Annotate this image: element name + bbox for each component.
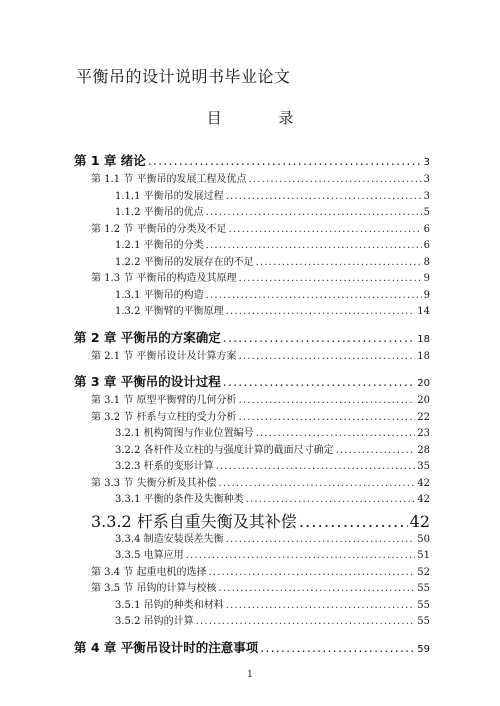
toc-section-entry[interactable] xyxy=(74,349,430,366)
toc-entry-title: 3.3.5 电算应用 xyxy=(115,550,184,561)
toc-subsection-entry[interactable] xyxy=(74,459,430,476)
toc-entry-title: 第 4 章 平衡吊设计时的注意事项 xyxy=(74,639,259,655)
toc-entry-page: 9 xyxy=(423,289,430,301)
toc-dot-leader xyxy=(206,288,422,305)
toc-subsection-entry[interactable] xyxy=(74,288,430,305)
toc-subsection-entry[interactable] xyxy=(74,255,430,272)
toc-entry-page: 3 xyxy=(423,174,430,185)
toc-dot-leader xyxy=(226,532,416,549)
toc-entry-page: 14 xyxy=(417,306,430,317)
toc-entry-page: 28 xyxy=(417,444,430,456)
toc-subsection-entry[interactable] xyxy=(74,614,430,631)
toc-entry-page: 59 xyxy=(417,643,430,655)
toc-entry-page: 55 xyxy=(417,599,430,611)
toc-dot-leader xyxy=(208,565,415,582)
toc-entry-page: 3 xyxy=(423,190,430,202)
toc-subsection-entry[interactable] xyxy=(74,443,430,460)
toc-dot-leader xyxy=(256,255,422,272)
toc-section-entry[interactable] xyxy=(74,476,430,493)
toc-entry-page: 18 xyxy=(417,350,430,362)
toc-entry-page: 9 xyxy=(423,273,430,284)
toc-entry-title: 第 2.1 节 平衡吊设计及计算方案 xyxy=(91,350,237,362)
toc-entry-page: 3 xyxy=(423,157,430,168)
toc-dot-leader xyxy=(228,222,421,239)
toc-subsection-entry[interactable] xyxy=(74,205,430,222)
toc-entry-page: 55 xyxy=(417,583,430,594)
toc-section-entry[interactable] xyxy=(74,565,430,582)
toc-dot-leader xyxy=(238,410,415,427)
toc-section-entry[interactable] xyxy=(74,410,430,427)
toc-entry-title: 3.3.4 制造安装误差失衡 xyxy=(115,533,224,545)
toc-dot-leader xyxy=(260,637,415,659)
toc-chapter-entry[interactable] xyxy=(74,150,430,172)
toc-entry-title: 1.3.2 平衡臂的平衡原理 xyxy=(115,306,224,317)
toc-dot-leader xyxy=(226,598,416,615)
toc-dot-leader xyxy=(196,614,416,631)
toc-entry-title: 1.3.1 平衡吊的构造 xyxy=(115,289,204,301)
toc-subsection-entry[interactable] xyxy=(74,532,430,549)
toc-entry-title: 第 2 章 平衡吊的方案确定 xyxy=(74,329,221,345)
toc-entry-title: 第 1.2 节 平衡吊的分类及不足 xyxy=(91,223,227,235)
toc-entry-title: 1.1.2 平衡吊的优点 xyxy=(115,207,204,218)
toc-entry-page: 50 xyxy=(417,533,430,545)
toc-entry-title: 3.5.1 吊钩的种类和材料 xyxy=(115,599,224,611)
toc-dot-leader xyxy=(223,371,416,393)
toc-entry-page: 6 xyxy=(423,240,430,251)
toc-dot-leader xyxy=(216,459,416,476)
toc-entry-page: 23 xyxy=(417,428,430,439)
toc-entry-title: 第 3.2 节 杆系与立柱的受力分析 xyxy=(91,411,237,423)
toc-dot-leader xyxy=(336,443,416,460)
toc-section-entry[interactable] xyxy=(74,509,430,532)
toc-dot-leader xyxy=(206,205,422,222)
toc-subsection-entry[interactable] xyxy=(74,238,430,255)
toc-dot-leader xyxy=(206,238,422,255)
toc-entry-title: 第 3 章 平衡吊的设计过程 xyxy=(74,374,221,389)
toc-entry-title: 3.2.3 杆系的变形计算 xyxy=(115,461,214,472)
toc-chapter-entry[interactable] xyxy=(74,327,430,349)
toc-chapter-entry[interactable] xyxy=(74,371,430,393)
toc-subsection-entry[interactable] xyxy=(74,492,430,509)
toc-entry-title: 3.5.2 吊钩的计算 xyxy=(115,616,194,627)
toc-subsection-entry[interactable] xyxy=(74,426,430,443)
toc-entry-page: 8 xyxy=(423,256,430,268)
toc-entry-title: 3.3.2 杆系自重失衡及其补偿 xyxy=(91,511,297,531)
toc-section-entry[interactable] xyxy=(74,581,430,598)
toc-entry-page: 51 xyxy=(417,550,430,561)
toc-section-entry[interactable] xyxy=(74,172,430,189)
toc-dot-leader xyxy=(218,581,415,598)
toc-dot-leader xyxy=(256,426,416,443)
toc-section-entry[interactable] xyxy=(74,222,430,239)
toc-entry-page: 42 xyxy=(417,477,430,489)
toc-dot-leader xyxy=(226,304,416,321)
toc-entry-page: 55 xyxy=(417,616,430,627)
toc-entry-page: 18 xyxy=(417,333,430,345)
toc-subsection-entry[interactable] xyxy=(74,304,430,321)
toc-dot-leader xyxy=(218,476,415,493)
toc-section-entry[interactable] xyxy=(74,271,430,288)
toc-entry-page: 22 xyxy=(417,411,430,423)
page-number: 1 xyxy=(247,670,253,680)
toc-entry-page: 52 xyxy=(417,566,430,578)
toc-entry-page: 6 xyxy=(423,223,430,235)
toc-section-entry[interactable] xyxy=(74,393,430,410)
toc-heading: 目 录 xyxy=(206,109,320,127)
toc-subsection-entry[interactable] xyxy=(74,548,430,565)
document-title: 平衡吊的设计说明书毕业论文 xyxy=(76,67,291,86)
toc-entry-page: 20 xyxy=(417,378,430,389)
toc-entry-page: 42 xyxy=(409,511,430,531)
toc-entry-title: 第 1.1 节 平衡吊的发展工程及优点 xyxy=(91,174,247,185)
toc-dot-leader xyxy=(246,492,416,509)
toc-entry-title: 第 3.1 节 原型平衡臂的几何分析 xyxy=(91,395,237,406)
toc-dot-leader xyxy=(223,327,416,349)
toc-subsection-entry[interactable] xyxy=(74,189,430,206)
toc-subsection-entry[interactable] xyxy=(74,598,430,615)
toc-entry-title: 第 1 章 绪论 xyxy=(74,153,146,168)
toc-dot-leader xyxy=(238,349,415,366)
table-of-contents xyxy=(74,150,430,659)
toc-entry-page: 35 xyxy=(417,461,430,472)
toc-entry-page: 20 xyxy=(417,395,430,406)
toc-entry-title: 3.2.2 各杆件及立柱的与强度计算的截面尺寸确定 xyxy=(115,444,334,456)
toc-entry-title: 3.2.1 机构简图与作业位置编号 xyxy=(115,428,254,439)
toc-entry-title: 1.2.1 平衡吊的分类 xyxy=(115,240,204,251)
toc-entry-title: 3.3.1 平衡的条件及失衡种类 xyxy=(115,494,244,505)
toc-dot-leader xyxy=(238,271,421,288)
toc-dot-leader xyxy=(148,150,422,172)
toc-dot-leader xyxy=(248,172,421,189)
toc-entry-title: 1.2.2 平衡吊的发展存在的不足 xyxy=(115,256,254,268)
toc-entry-title: 第 3.4 节 起重电机的选择 xyxy=(91,566,207,578)
toc-dot-leader xyxy=(299,512,408,531)
toc-entry-title: 1.1.1 平衡吊的发展过程 xyxy=(115,190,224,202)
toc-dot-leader xyxy=(226,189,422,206)
toc-entry-title: 第 1.3 节 平衡吊的构造及其原理 xyxy=(91,273,237,284)
toc-dot-leader xyxy=(186,548,416,565)
toc-entry-page: 42 xyxy=(417,494,430,505)
toc-chapter-entry[interactable] xyxy=(74,637,430,659)
toc-entry-title: 第 3.5 节 吊钩的计算与校核 xyxy=(91,583,217,594)
toc-dot-leader xyxy=(238,393,415,410)
toc-entry-title: 第 3.3 节 失衡分析及其补偿 xyxy=(91,477,217,489)
toc-entry-page: 5 xyxy=(423,207,430,218)
